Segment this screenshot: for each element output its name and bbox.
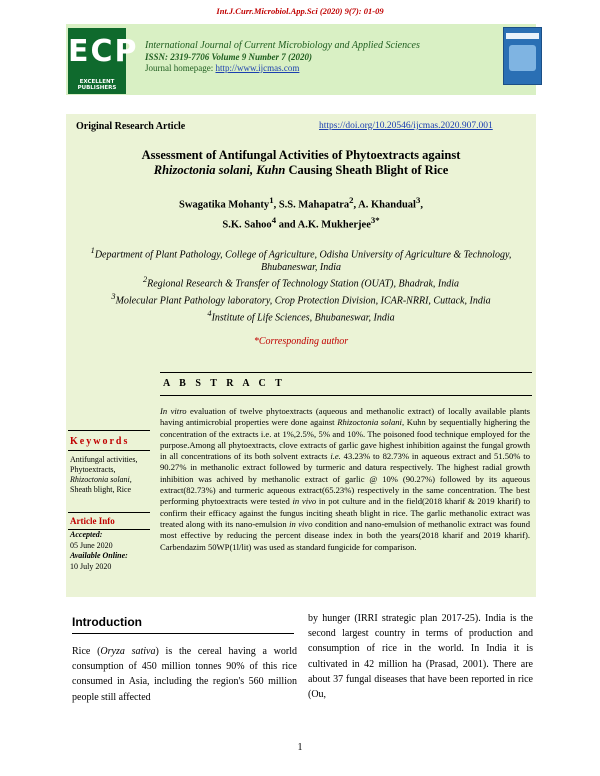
keywords-heading: Keywords	[70, 436, 130, 447]
article-title: Assessment of Antifungal Activities of Phytoextracts against Rhizoctonia solani, Kuhn Causing Sheath Blight of Rice	[141, 148, 461, 177]
author: S.K. Sahoo	[222, 219, 272, 230]
article-type: Original Research Article	[76, 121, 186, 132]
author: A. Khandual	[358, 199, 416, 211]
article-info: Accepted: 05 June 2020 Available Online: 10 July 2020	[70, 530, 148, 572]
homepage-link[interactable]: http://www.ijcmas.com	[215, 63, 300, 73]
online-date: 10 July 2020	[70, 561, 112, 571]
affiliation: $^2$Regional Research & Transfer of Technology Station (OUAT), Bhadrak, India	[142, 275, 460, 290]
affiliation: $^1$Department of Plant Pathology, College of Agriculture, Odisha University of Agriculture & Technology, Bhubaneswar, India	[90, 246, 512, 273]
journal-name: International Journal of Current Microbiology and Applied Sciences	[145, 40, 420, 51]
abstract-text: In vitro evaluation of twelve phytoextracts (aqueous and methanolic extract) of locally available plants having antimicrobial properties were done against Rhizoctonia solani, Kuhn by sequentially highering the concentration of the extracts i.e. at 1%,2.5%, 5% and 10%. The poisoned food technique employed for the purpose.Among all phytoextracts, clove extracts of garlic gave highest inhibition against the fungal growth in all concentrations of its both solvent extracts i.e. 43.23% to 82.73% in aqueous extract and 51.50% to 90.27% in methanolic extract followed by turmeric and datura respectively. The highest radial growth inhibition was achived by methanolic extract of garlic @ 10% (90.27%) followed by its aqueous extract(82.73%) and turmeric aqueous extract(65.23%) respectively in the same concentration. The best performing phytoextracts were tested in vivo in pot culture and in the field(2018 kharif & 2019 kharif) to confirm their efficacy against the fungus inciting sheath blight in rice. The garlic methanolic extract was treated along with its nano-emulsion in vivo condition and nano-emulsion of methanolic extract was found most effective by reducing the percent disease index in both the years(2018 kharif and 2019 kharif). Carbendazim 50WP(1l/lit) was used as standard fungicide for comparison.	[160, 406, 531, 552]
divider	[68, 430, 150, 431]
abstract-heading: A B S T R A C T	[163, 378, 286, 389]
logo-text: EXCELLENT PUBLISHERS	[77, 79, 117, 91]
divider	[72, 633, 294, 634]
author: A.K. Mukherjee	[297, 219, 371, 230]
journal-cover-image	[503, 27, 542, 85]
accepted-date: 05 June 2020	[70, 540, 113, 550]
page-number: 1	[297, 742, 303, 753]
author-list: Swagatika Mohanty$^1$, S.S. Mahapatra$^2$, A. Khandual$^3$, S.K. Sahoo$^4$ and A.K. Mukherjee$^{3*}$	[179, 195, 423, 230]
intro-left-column: Rice (Oryza sativa) is the cereal having a world consumption of 450 million tonnes 90% of this rice consumed in Asia, including the region's 560 million people still affected	[72, 646, 297, 703]
affiliation: $^3$Molecular Plant Pathology laboratory, Crop Protection Division, ICAR-NRRI, Cuttack, India	[111, 292, 491, 307]
divider	[68, 512, 150, 513]
introduction-heading: Introduction	[72, 615, 142, 629]
journal-info	[145, 40, 485, 75]
running-head: Int.J.Curr.Microbiol.App.Sci (2020) 9(7): 01-09	[216, 6, 384, 16]
affiliations	[76, 245, 526, 325]
doi-link[interactable]: https://doi.org/10.20546/ijcmas.2020.907.001	[319, 121, 493, 131]
divider	[160, 395, 532, 396]
divider	[68, 450, 150, 451]
keywords-list: Antifungal activities, Phytoextracts, Rhizoctonia solani, Sheath blight, Rice	[70, 455, 138, 494]
article-info-heading: Article Info	[70, 516, 115, 526]
author: S.S. Mahapatra	[278, 199, 350, 211]
author: Swagatika Mohanty	[179, 199, 270, 211]
corresponding-author: *Corresponding author	[253, 336, 349, 347]
homepage-line: Journal homepage: http://www.ijcmas.com	[145, 63, 300, 73]
intro-right-column: by hunger (IRRI strategic plan 2017-25). India is the second largest country in terms of production and consumption of rice in the world. In India it is cultivated in 42 million ha (Prasad, 2001). There are about 37 fungal diseases that have been reported in rice (Ou,	[308, 613, 533, 701]
publisher-logo	[68, 28, 139, 94]
issn-line: ISSN: 2319-7706 Volume 9 Number 7 (2020)	[145, 51, 313, 62]
divider	[160, 372, 532, 373]
logo-letters: ECP	[68, 34, 139, 69]
affiliation: $^4$Institute of Life Sciences, Bhubaneswar, India	[207, 308, 395, 324]
